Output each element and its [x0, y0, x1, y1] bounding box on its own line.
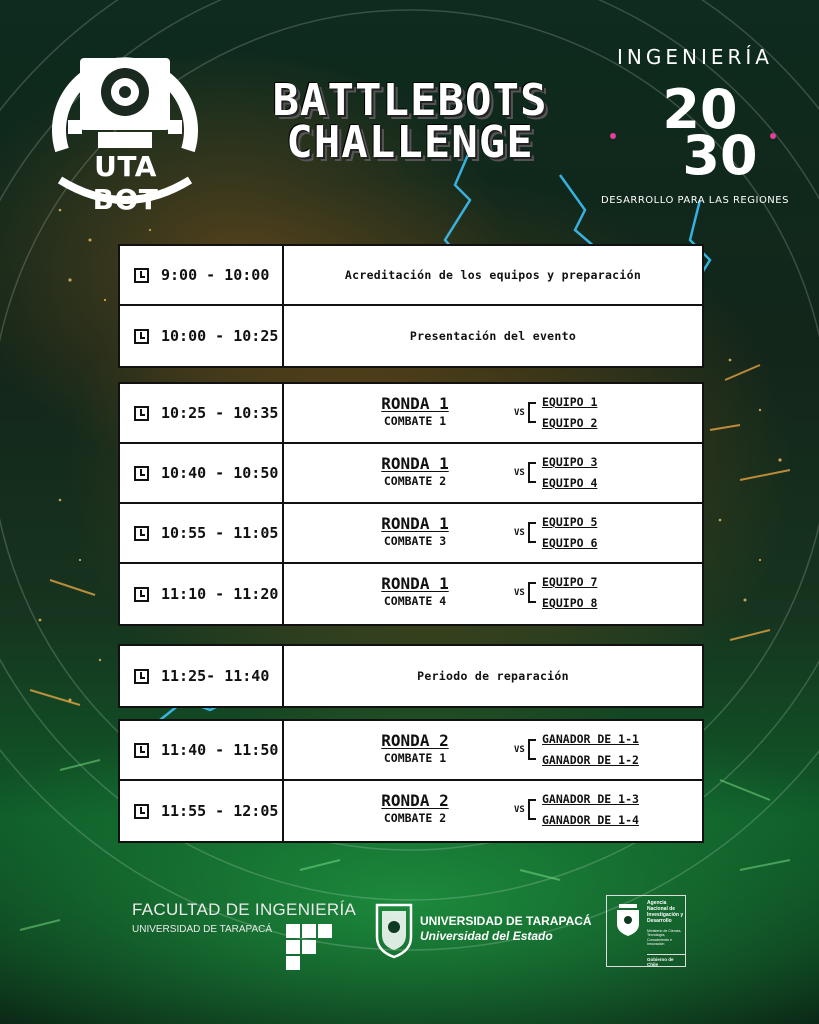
uta-shield-icon	[375, 903, 413, 959]
team-2: GANADOR DE 1-2	[542, 753, 639, 767]
match-cell	[284, 781, 702, 841]
bracket-icon	[528, 462, 536, 483]
clock-icon	[134, 526, 149, 541]
combat-name: COMBATE 1	[383, 414, 447, 428]
time-cell	[120, 781, 284, 841]
uta-logo-text	[420, 914, 592, 943]
time-text: 10:25 - 10:35	[161, 404, 279, 422]
round-info	[340, 394, 490, 430]
anid-title: Agencia Nacional de Investigación y Desarrollo	[647, 900, 684, 924]
schedule-row	[120, 646, 702, 706]
time-text: 11:40 - 11:50	[161, 741, 279, 759]
round-name: RONDA 1	[381, 394, 449, 413]
ingenieria-2030-bottom-text: DESARROLLO PARA LAS REGIONES	[601, 195, 789, 206]
match-cell	[284, 721, 702, 779]
time-cell	[120, 384, 284, 442]
faculty-subtitle: UNIVERSIDAD DE TARAPACÁ	[132, 924, 273, 935]
schedule-row	[120, 246, 702, 306]
clock-icon	[134, 743, 149, 758]
uta-name: UNIVERSIDAD DE TARAPACÁ	[420, 914, 592, 928]
time-text: 10:00 - 10:25	[161, 327, 279, 345]
anid-government: Gobierno de Chile	[647, 954, 685, 967]
time-text: 11:10 - 11:20	[161, 585, 279, 603]
ingenieria-2030-number-bottom: 30	[682, 124, 758, 187]
faculty-mark-icon	[286, 924, 332, 970]
title-line-1: BATTLEBOTS	[272, 75, 548, 126]
clock-icon	[134, 466, 149, 481]
team-2: EQUIPO 2	[542, 416, 598, 430]
time-cell	[120, 246, 284, 304]
time-cell	[120, 721, 284, 779]
vs-label: VS	[514, 408, 525, 418]
schedule-group-round-2	[118, 719, 704, 843]
round-name: RONDA 2	[381, 791, 449, 810]
uta-bot-logo-text: UTA BOT	[92, 150, 159, 216]
round-info	[340, 791, 490, 827]
bracket-icon	[528, 582, 536, 603]
time-text: 10:40 - 10:50	[161, 464, 279, 482]
combat-name: COMBATE 3	[383, 534, 447, 548]
schedule-group-opening	[118, 244, 704, 368]
time-text: 11:25- 11:40	[161, 667, 270, 685]
event-text: Acreditación de los equipos y preparación	[344, 268, 642, 282]
vs-label: VS	[514, 528, 525, 538]
team-1: GANADOR DE 1-1	[542, 732, 639, 746]
combat-name: COMBATE 4	[383, 594, 447, 608]
match-cell	[284, 564, 702, 624]
title-line-2: CHALLENGE	[286, 117, 534, 168]
match-row	[120, 384, 702, 444]
uta-subtitle: Universidad del Estado	[420, 929, 553, 943]
team-1: EQUIPO 7	[542, 575, 598, 589]
vs-label: VS	[514, 588, 525, 598]
pink-dot-icon	[610, 133, 616, 139]
clock-icon	[134, 669, 149, 684]
match-row	[120, 781, 702, 841]
round-name: RONDA 1	[381, 574, 449, 593]
time-text: 10:55 - 11:05	[161, 524, 279, 542]
round-name: RONDA 1	[381, 514, 449, 533]
time-cell	[120, 646, 284, 706]
team-2: EQUIPO 6	[542, 536, 598, 550]
time-text: 11:55 - 12:05	[161, 802, 279, 820]
time-cell	[120, 564, 284, 624]
clock-icon	[134, 406, 149, 421]
clock-icon	[134, 268, 149, 283]
combat-name: COMBATE 2	[383, 811, 447, 825]
team-1: GANADOR DE 1-3	[542, 792, 639, 806]
match-row	[120, 444, 702, 504]
combat-name: COMBATE 2	[383, 474, 447, 488]
team-1: EQUIPO 5	[542, 515, 598, 529]
time-cell	[120, 504, 284, 562]
team-1: EQUIPO 1	[542, 395, 598, 409]
vs-label: VS	[514, 805, 525, 815]
round-info	[340, 514, 490, 550]
event-text: Presentación del evento	[409, 329, 577, 343]
chile-emblem-icon	[613, 902, 643, 938]
team-2: GANADOR DE 1-4	[542, 813, 639, 827]
schedule-group-round-1	[118, 382, 704, 626]
team-2: EQUIPO 8	[542, 596, 598, 610]
bracket-icon	[528, 402, 536, 423]
ingenieria-2030-logo	[600, 45, 790, 225]
match-cell	[284, 504, 702, 562]
bracket-icon	[528, 522, 536, 543]
ingenieria-2030-number-top: 20	[662, 78, 738, 141]
vs-label: VS	[514, 468, 525, 478]
round-info	[340, 731, 490, 767]
event-text: Periodo de reparación	[417, 669, 569, 683]
combat-name: COMBATE 1	[383, 751, 447, 765]
match-row	[120, 721, 702, 781]
round-info	[340, 574, 490, 610]
round-name: RONDA 2	[381, 731, 449, 750]
bracket-icon	[528, 799, 536, 820]
time-text: 9:00 - 10:00	[161, 266, 270, 284]
event-title	[255, 75, 565, 168]
schedule-row	[120, 306, 702, 366]
round-name: RONDA 1	[381, 454, 449, 473]
match-row	[120, 504, 702, 564]
time-cell	[120, 444, 284, 502]
clock-icon	[134, 587, 149, 602]
round-info	[340, 454, 490, 490]
team-1: EQUIPO 3	[542, 455, 598, 469]
bracket-icon	[528, 739, 536, 760]
match-row	[120, 564, 702, 624]
clock-icon	[134, 329, 149, 344]
pink-dot-icon	[770, 133, 776, 139]
vs-label: VS	[514, 745, 525, 755]
clock-icon	[134, 804, 149, 819]
anid-logo	[606, 895, 686, 967]
match-cell	[284, 444, 702, 502]
team-2: EQUIPO 4	[542, 476, 598, 490]
time-cell	[120, 306, 284, 366]
schedule-group-repair	[118, 644, 704, 708]
anid-ministry: Ministerio de Ciencia, Tecnología, Conocimiento e Innovación	[647, 929, 682, 947]
match-cell	[284, 384, 702, 442]
ingenieria-2030-top-text: INGENIERÍA	[617, 45, 773, 69]
faculty-title: FACULTAD DE INGENIERÍA	[132, 900, 357, 919]
